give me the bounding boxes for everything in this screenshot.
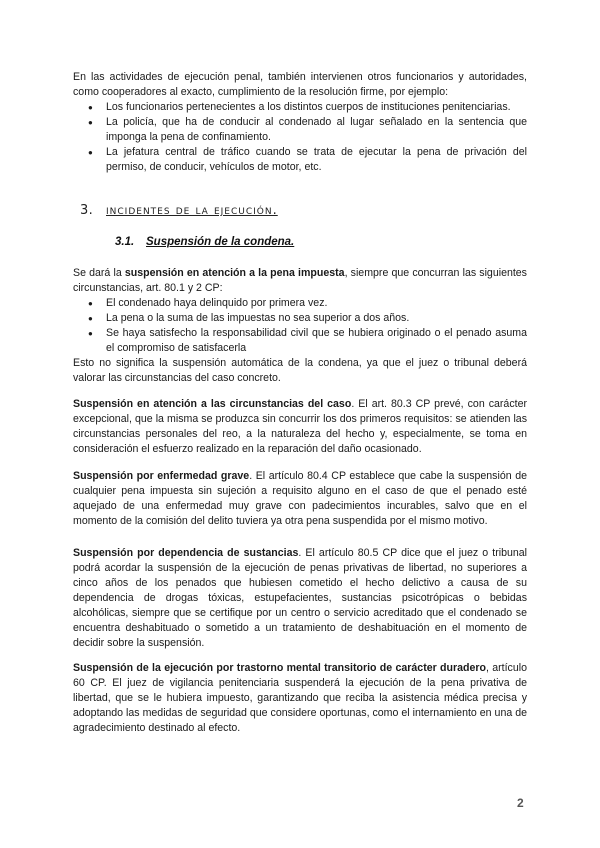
suspension-dependencia-paragraph [73,546,527,651]
suspension-circunstancias-paragraph [73,397,527,457]
list-item: ● El condenado haya delinquido por primera vez. [73,296,527,311]
intro-paragraph: En las actividades de ejecución penal, también intervienen otros funcionarios y autoridades, como cooperadores al exacto, cumplimiento de la resolución firme, por ejemplo: [73,71,527,98]
subsection-number: 3.1. [115,236,135,248]
suspension-trastorno-block [73,661,527,736]
list-item: ● Los funcionarios pertenecientes a los distintos cuerpos de instituciones penitenciarias. [73,100,527,115]
suspension-enfermedad-block [73,469,527,529]
bold-term: suspensión en atención a la pena impuesta [124,267,345,279]
note-paragraph: Esto no significa la suspensión automática de la condena, ya que el juez o tribunal deberá valorar las circunstancias del caso concreto. [73,357,527,384]
list-item: ● La policía, que ha de conducir al condenado al lugar señalado en la sentencia que imponga la pena de confinamiento. [73,115,527,145]
text-run: . El art. 80.3 CP prevé, con carácter excepcional, que la misma se produzca sin concurrir los dos primeros requisitos: se atienden las circunstancias personales del reo, a la naturaleza del hecho y, especialmente, se toma en consideración el esfuerzo realizado en la reparación del daño ocasionado. [73,398,527,455]
section-title: incidentes de la ejecución. [106,203,278,218]
suspension-enfermedad-paragraph [73,469,527,529]
list-item: ● La jefatura central de tráfico cuando se trata de ejecutar la pena de privación del permiso, de conducir, vehículos de motor, etc. [73,145,527,175]
suspension-dependencia-block [73,546,527,651]
requirements-bullet-list [73,296,527,356]
subsection-title: Suspensión de la condena. [146,236,295,248]
suspension-trastorno-paragraph [73,661,527,736]
suspension-pena-paragraph [73,266,527,296]
list-item: ● La pena o la suma de las impuestas no sea superior a dos años. [73,311,527,326]
page-number: 2 [517,796,524,810]
text-run: Se dará la [73,267,125,279]
text-run: . El artículo 80.5 CP dice que el juez o tribunal podrá acordar la suspensión de la ejecución de penas privativas de libertad, no superiores a cinco años de los penados que hubiesen cometido el hecho delictivo a causa de su dependencia de drogas tóxicas, estupefacientes, sustancias psicotrópicas o bebidas alcohólicas, siempre que se certifique por un centro o servicio acreditado que el condenado se encuentra deshabituado o sometido a un tratamiento de deshabituación en el momento de decidir sobre la suspensión. [73,547,527,649]
bold-term: Suspensión por dependencia de sustancias [73,547,299,559]
bold-term: Suspensión en atención a las circunstancias del caso [73,398,352,410]
suspension-circunstancias-block [73,397,527,457]
subsection-heading-3-1 [115,236,294,248]
text-run: , siempre que concurran las siguientes circunstancias, art. 80.1 y 2 CP: [73,267,527,294]
text-run: . El artículo 80.4 CP establece que cabe la suspensión de cualquier pena impuesta sin sujeción a requisito alguno en el caso de que el penado esté aquejado de una enfermedad muy grave con padecimientos incurables, salvo que en el momento de la comisión del delito tuviera ya otra pena suspendida por el mismo motivo. [73,470,527,527]
section-heading-3 [80,203,278,218]
intro-bullet-list [73,100,527,175]
bold-term: Suspensión por enfermedad grave [73,470,250,482]
list-item: ● Se haya satisfecho la responsabilidad civil que se hubiera originado o el penado asuma el compromiso de satisfacerla [73,326,527,356]
text-run: , artículo 60 CP. El juez de vigilancia penitenciaria suspenderá la ejecución de la pena privativa de libertad, que se le hubiera impuesto, garantizando que reciba la asistencia médica precisa y adoptando las medidas de seguridad que considere oportunas, como el internamiento en una de agradecimiento destinado al efecto. [73,662,527,734]
intro-block [73,70,527,175]
section-number: 3. [80,203,94,218]
bold-term: Suspensión de la ejecución por trastorno mental transitorio de carácter duradero [73,662,486,674]
suspension-pena-block [73,266,527,386]
